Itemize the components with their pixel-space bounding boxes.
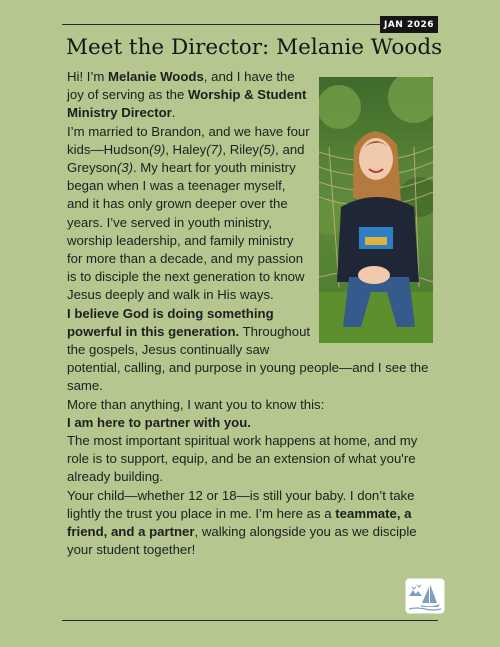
article-body xyxy=(67,68,441,559)
page-title: Meet the Director: Melanie Woods xyxy=(66,35,443,60)
bottom-divider xyxy=(62,620,438,621)
closing-paragraph: Your child—whether 12 or 18—is still your baby. I don’t take lightly the trust you place in me. I’m here as a teammate, a friend, and a partner, walking alongside you as we disciple your student together! xyxy=(67,487,417,558)
belief-paragraph: I believe God is doing something powerful in this generation. Throughout the gospels, Jesus continually saw potential, calling, and purpose in young people—and I see the same. xyxy=(67,305,429,394)
partner-statement: I am here to partner with you. xyxy=(67,414,251,430)
home-paragraph: The most important spiritual work happens at home, and my role is to support, equip, and be an extension of what you're already building. xyxy=(67,433,418,485)
director-photo xyxy=(319,77,433,343)
know-this-line: More than anything, I want you to know this: xyxy=(67,396,325,412)
intro-paragraph: Hi! I’m Melanie Woods, and I have the joy of serving as the Worship & Student Ministry Director. xyxy=(67,69,307,121)
family-paragraph: I’m married to Brandon, and we have four kids—Hudson(9), Haley(7), Riley(5), and Greyson(3). My heart for youth ministry began when I was a teenager myself, and it has only grown deeper over the years. I’ve served in youth ministry, worship leadership, and family ministry for more than a decade, and my passion is to disciple the next generation to know Jesus deeply and walk in His ways. xyxy=(67,123,310,303)
sailboat-logo-icon xyxy=(405,578,445,614)
date-badge: JAN 2026 xyxy=(380,16,438,33)
top-divider xyxy=(62,24,380,25)
